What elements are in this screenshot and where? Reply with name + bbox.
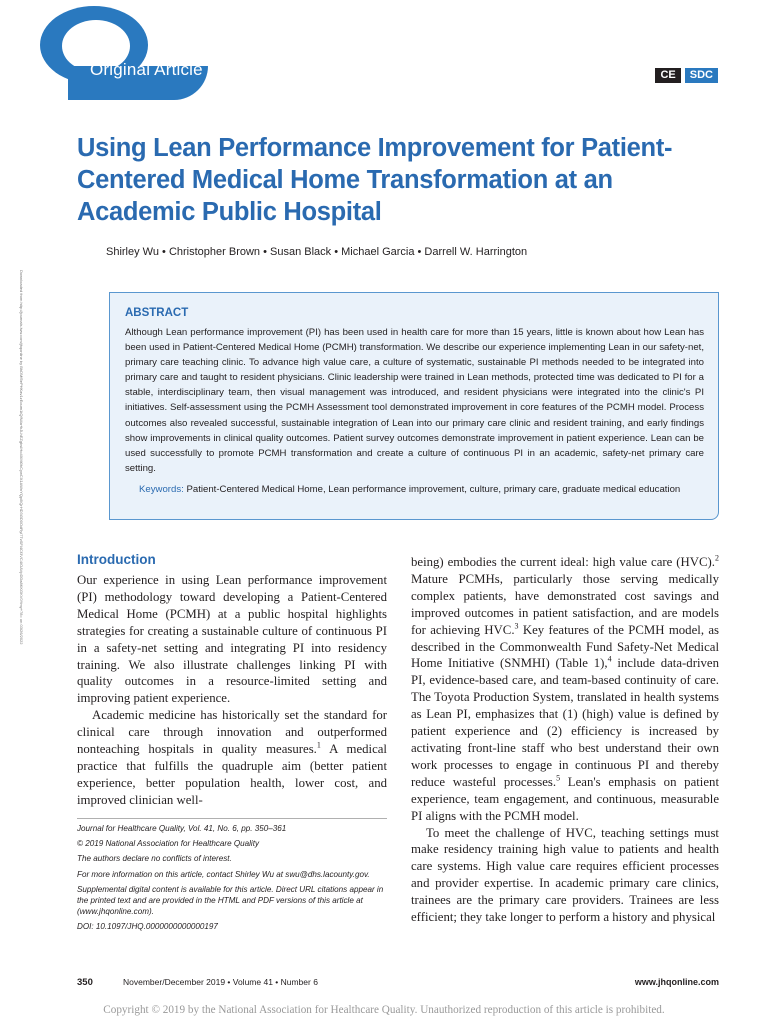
abstract-text: Although Lean performance improvement (PI) has been used in health care for more than 15 years, little is known about how Lean has been used in Patient-Centered Medical Home (PCMH) transformation. We describe our experience implementing Lean in our safety-net, primary care teaching clinic. To advance high value care, a culture of systematic, sustainable PI methods needed to be integrated into primary care and taught to resident physicians. Clinic leadership were trained in Lean methods, protected time was dedicated to PI for a stable, interdisciplinary team, then visual management was introduced, and resident physicians were integrated into the clinic's PI initiatives. Self-assessment using the PCMH Assessment tool demonstrated improvement in core features of the PCMH model. Process outcomes also revealed successful, sustainable integration of Lean into our primary care clinic and resident training, and early findings show improvements in clinical quality outcomes. Patient survey outcomes demonstrate improvement in patient experience. Lean can be used successfully to promote PCMH transformation and create a culture of continuous PI in an academic, safety-net primary care setting. (125, 327, 704, 474)
copyright-notice: Copyright © 2019 by the National Association for Healthcare Quality. Unauthorized reproduction of this article is prohibited. (103, 1004, 665, 1016)
article-footnotes (77, 818, 387, 937)
keywords-label: Keywords: (139, 483, 184, 495)
issue-info: November/December 2019 • Volume 41 • Number 6 (123, 977, 318, 987)
ce-badge: CE (655, 68, 680, 83)
paragraph: being) embodies the current ideal: high value care (HVC).$^2$ Mature PCMHs, particularly those serving medically complex patients, have demonstrated cost savings and improved outcomes in patient satisfaction, and are models for achieving HVC.$^3$ Key features of the PCMH model, as described in the Commonwealth Fund Safety-Net Medical Home Initiative (SNMHI) (Table 1),$^4$ include data-driven PI, evidence-based care, and team-based continuity of care. The Toyota Production System, translated in health systems as Lean PI, emphasizes that (1) (high) value is defined by patient experience and (2) efficiency is increased by activating front-line staff who best understand their own work processes to engage in continuous PI and thereby reduce wasteful processes.$^5$ Lean's emphasis on patient experience, team engagement, and continuous, measurable PI aligns with the PCMH model. (411, 553, 719, 823)
supplemental-note: Supplemental digital content is available for this article. Direct URL citations appear in the printed text and are provided in the HTML and PDF versions of this article at (www.jhqonline.com). (77, 884, 384, 917)
keywords-text: Patient-Centered Medical Home, Lean performance improvement, culture, primary care, graduate medical education (183, 483, 681, 495)
abstract-heading: ABSTRACT (125, 307, 189, 319)
body-column-right (411, 554, 719, 926)
citation-ref[interactable]: 5 (556, 773, 561, 783)
credit-badges (655, 68, 718, 83)
keywords (125, 482, 704, 497)
sdc-badge: SDC (685, 68, 718, 83)
body-column-left (77, 572, 387, 809)
journal-citation: Journal for Healthcare Quality, Vol. 41, No. 6, pp. 350–361 (77, 824, 287, 833)
doi: DOI: 10.1097/JHQ.0000000000000197 (77, 922, 218, 932)
copyright-line: © 2019 National Association for Healthcare Quality (77, 839, 260, 849)
journal-logo (40, 6, 220, 106)
abstract-box (109, 292, 719, 520)
page-number: 350 (77, 977, 93, 988)
article-title: Using Lean Performance Improvement for Patient-Centered Medical Home Transformation at an Academic Public Hospital (77, 134, 673, 226)
journal-website-link[interactable]: www.jhqonline.com (634, 977, 719, 987)
citation-ref[interactable]: 3 (514, 621, 519, 631)
citation-ref[interactable]: 2 (715, 553, 719, 563)
paragraph: To meet the challenge of HVC, teaching settings must make residency training high value to patients and health care systems. High value care requires efficient processes and provider expertise. In academic primary care clinics, trainees are the primary care providers. Trainees are less efficient; they take longer to perform a history and physical (411, 825, 719, 925)
section-label: Original Article (90, 60, 203, 79)
paragraph: Academic medicine has historically set the standard for clinical care through innovation and outperformed nonteaching hospitals in quality measures.$^1$ A medical practice that fulfills the quadruple aim (better patient experience, better population health, lower cost, and improved clinician well- (77, 708, 387, 807)
citation-ref[interactable]: 1 (316, 740, 321, 750)
citation-ref[interactable]: 4 (607, 655, 612, 665)
introduction-heading: Introduction (77, 552, 156, 567)
paragraph: Our experience in using Lean performance improvement (PI) methodology toward developing a Patient-Centered Medical Home (PCMH) at a public hospital highlights strategies for creating a sustainable culture of continuous PI in a safety-net setting and integrating PI into residency training. We also illustrate challenges linking PI with quality outcomes in a resource-limited setting and improving patient experience. (77, 573, 387, 706)
conflict-statement: The authors declare no conflicts of interest. (77, 854, 232, 864)
contact-info: For more information on this article, contact Shirley Wu at swu@dhs.lacounty.gov. (77, 869, 370, 879)
download-watermark: Downloaded from http://journals.lww.com/jhqonline by BhDMf5ePHKav1zEoum1tQfN4a+kJLhEZgbsIHo4XMi0hCywCX1AWnYQp/IlQrHD3i3D0OdRyi7TvSFl4Cf3VC4/OAVpDDa8KKGKV0Ymy+78= on 03/26/2022 (19, 270, 24, 645)
author-list: Shirley Wu • Christopher Brown • Susan Black • Michael Garcia • Darrell W. Harrington (106, 246, 528, 258)
